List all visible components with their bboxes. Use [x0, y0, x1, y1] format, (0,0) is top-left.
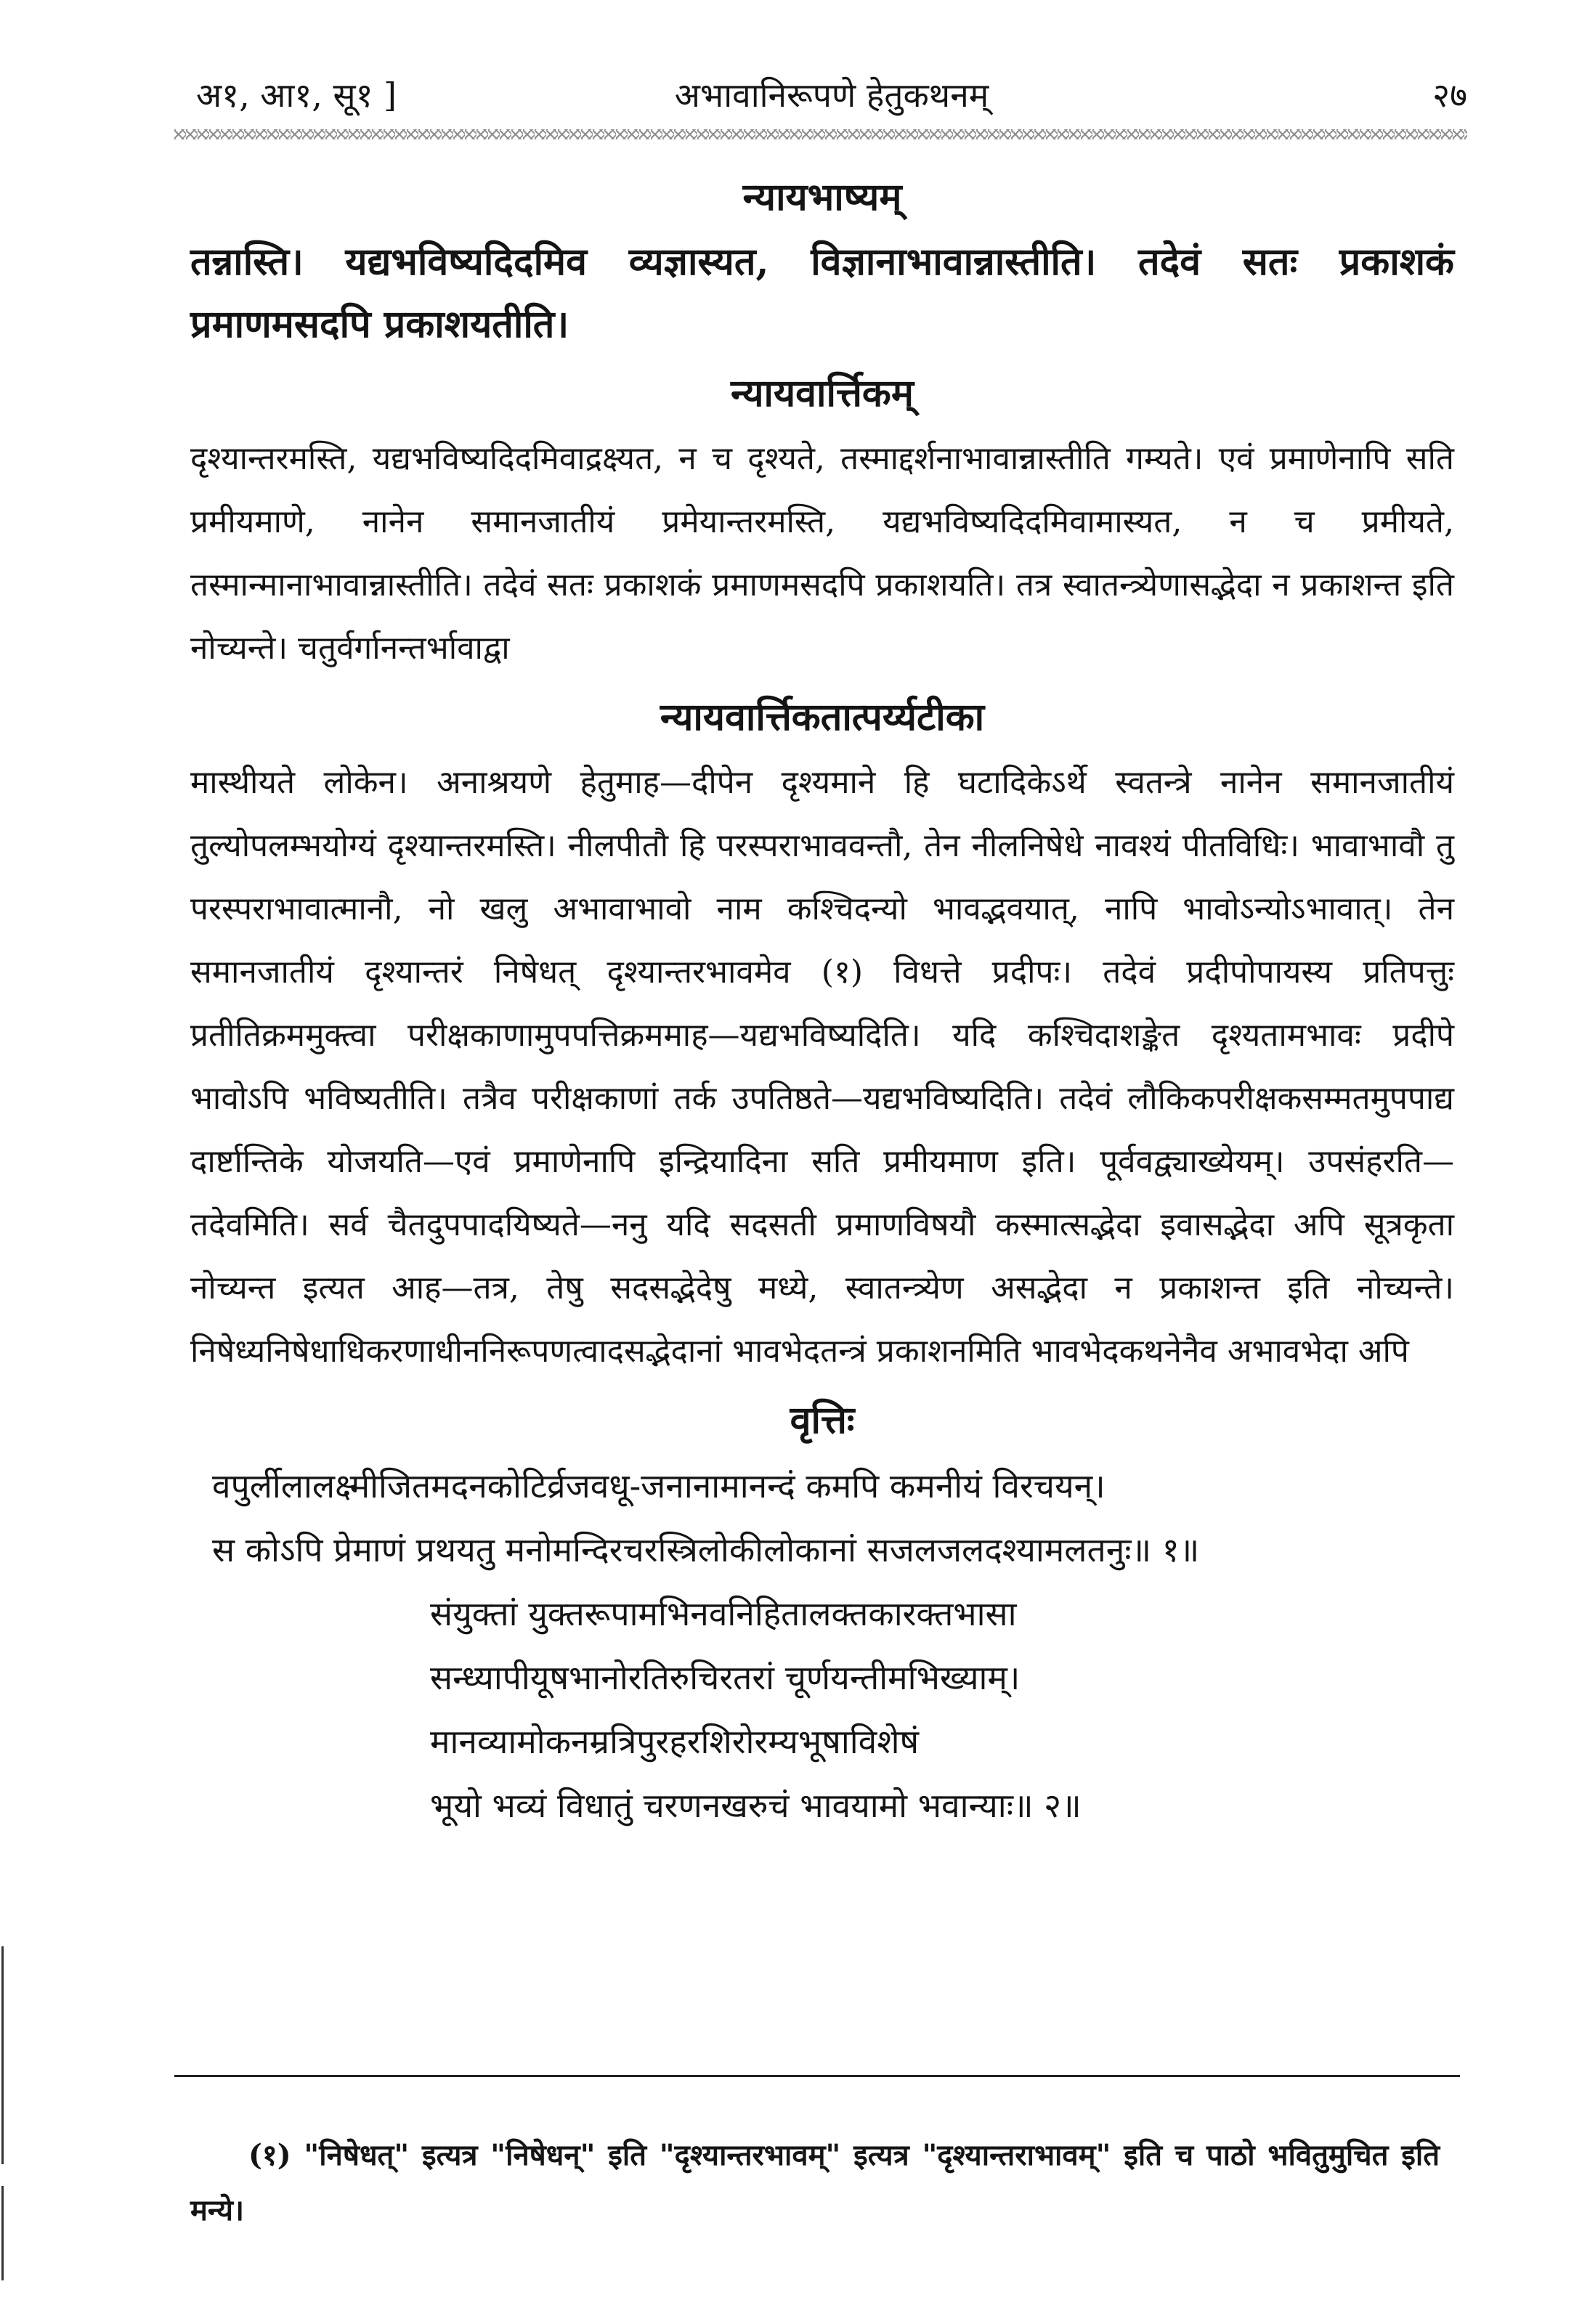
page-number: २७ [1432, 76, 1467, 115]
verse-2-line-2: सन्ध्यापीयूषभानोरतिरुचिरतरां चूर्णयन्तीमभिख्याम्। [430, 1658, 1021, 1697]
footnote-rule [174, 2075, 1460, 2077]
verse-2-line-4: भूयो भव्यं विधातुं चरणनखरुचं भावयामो भवान्याः॥ २॥ [430, 1786, 1082, 1825]
verse-1-line-1: वपुर्लीलालक्ष्मीजितमदनकोटिर्व्रजवधू-जनानामानन्दं कमपि कमनीयं विरचयन्। [212, 1466, 1106, 1506]
section-heading-vartika: न्यायवार्त्तिकम् [731, 371, 914, 415]
left-margin-mark [1, 2186, 4, 2280]
bhashya-paragraph: तन्नास्ति। यद्यभविष्यदिदमिव व्यज्ञास्यत, विज्ञानाभावान्नास्तीति। तदेवं सतः प्रकाशकं प्रमाणमसदपि प्रकाशयतीति। [190, 240, 1454, 346]
vartika-paragraph: दृश्यान्तरमस्ति, यद्यभविष्यदिदमिवाद्रक्ष्यत, न च दृश्यते, तस्माद्दर्शनाभावान्नास्तीति गम्यते। एवं प्रमाणेनापि सति प्रमीयमाणे, नानेन समानजातीयं प्रमेयान्तरमस्ति, यद्यभविष्यदिदमिवामास्यत, न च प्रमीयते, तस्मान्मानाभावान्नास्तीति। तदेवं सतः प्रकाशकं प्रमाणमसदपि प्रकाशयति। तत्र स्वातन्त्र्येणासद्भेदा न प्रकाशन्त इति नोच्यन्ते। चतुर्वर्गानन्तर्भावाद्वा [190, 440, 1454, 667]
section-heading-vritti: वृत्तिः [790, 1398, 855, 1442]
left-margin-mark [1, 1946, 4, 2164]
chapter-reference: अ१, आ१, सू१ ] [196, 76, 397, 115]
section-heading-bhashya: न्यायभाष्यम् [742, 175, 902, 219]
main-text [190, 160, 1454, 1837]
verse-2-line-3: मानव्यामोकनम्रत्रिपुरहरशिरोरम्यभूषाविशेषं [430, 1722, 920, 1761]
running-title: अभावानिरूपणे हेतुकथनम् [674, 76, 989, 115]
footnote: (१) "निषेधत्" इत्यत्र "निषेधन्" इति "दृश्यान्तरभावम्" इत्यत्र "दृश्यान्तराभावम्" इति च पाठो भवितुमुचित इति मन्ये। [190, 2138, 1440, 2227]
header-wavy-rule [174, 129, 1467, 139]
running-head [196, 70, 1467, 121]
section-heading-tika: न्यायवार्त्तिकतात्पर्य्यटीका [660, 695, 985, 739]
tika-paragraph: मास्थीयते लोकेन। अनाश्रयणे हेतुमाह—दीपेन दृश्यमाने हि घटादिकेऽर्थे स्वतन्त्रे नानेन समानजातीयं तुल्योपलम्भयोग्यं दृश्यान्तरमस्ति। नीलपीतौ हि परस्पराभाववन्तौ, तेन नीलनिषेधे नावश्यं पीतविधिः। भावाभावौ तु परस्पराभावात्मानौ, नो खलु अभावाभावो नाम कश्चिदन्यो भावद्भवयात्, नापि भावोऽन्योऽभावात्। तेन समानजातीयं दृश्यान्तरं निषेधत् दृश्यान्तरभावमेव (१) विधत्ते प्रदीपः। तदेवं प्रदीपोपायस्य प्रतिपत्तुः प्रतीतिक्रममुक्त्वा परीक्षकाणामुपपत्तिक्रममाह—यद्यभविष्यदिति। यदि कश्चिदाशङ्केत दृश्यतामभावः प्रदीपे भावोऽपि भविष्यतीति। तत्रैव परीक्षकाणां तर्क उपतिष्ठते—यद्यभविष्यदिति। तदेवं लौकिकपरीक्षकसम्मतमुपपाद्य दार्ष्टान्तिके योजयति—एवं प्रमाणेनापि इन्द्रियादिना सति प्रमीयमाण इति। पूर्ववद्व्याख्येयम्। उपसंहरति—तदेवमिति। सर्व चैतदुपपादयिष्यते—ननु यदि सदसती प्रमाणविषयौ कस्मात्सद्भेदा इवासद्भेदा अपि सूत्रकृता नोच्यन्त इत्यत आह—तत्र, तेषु सदसद्भेदेषु मध्ये, स्वातन्त्र्येण असद्भेदा न प्रकाशन्त इति नोच्यन्ते। निषेध्यनिषेधाधिकरणाधीननिरूपणत्वादसद्भेदानां भावभेदतन्त्रं प्रकाशनमिति भावभेदकथनेनैव अभावभेदा अपि [190, 764, 1454, 1370]
verse-2-line-1: संयुक्तां युक्तरूपामभिनवनिहितालक्तकारक्तभासा [430, 1594, 1017, 1633]
verse-1-line-2: स कोऽपि प्रेमाणं प्रथयतु मनोमन्दिरचरस्त्रिलोकीलोकानां सजलजलदश्यामलतनुः॥ १॥ [212, 1530, 1200, 1569]
